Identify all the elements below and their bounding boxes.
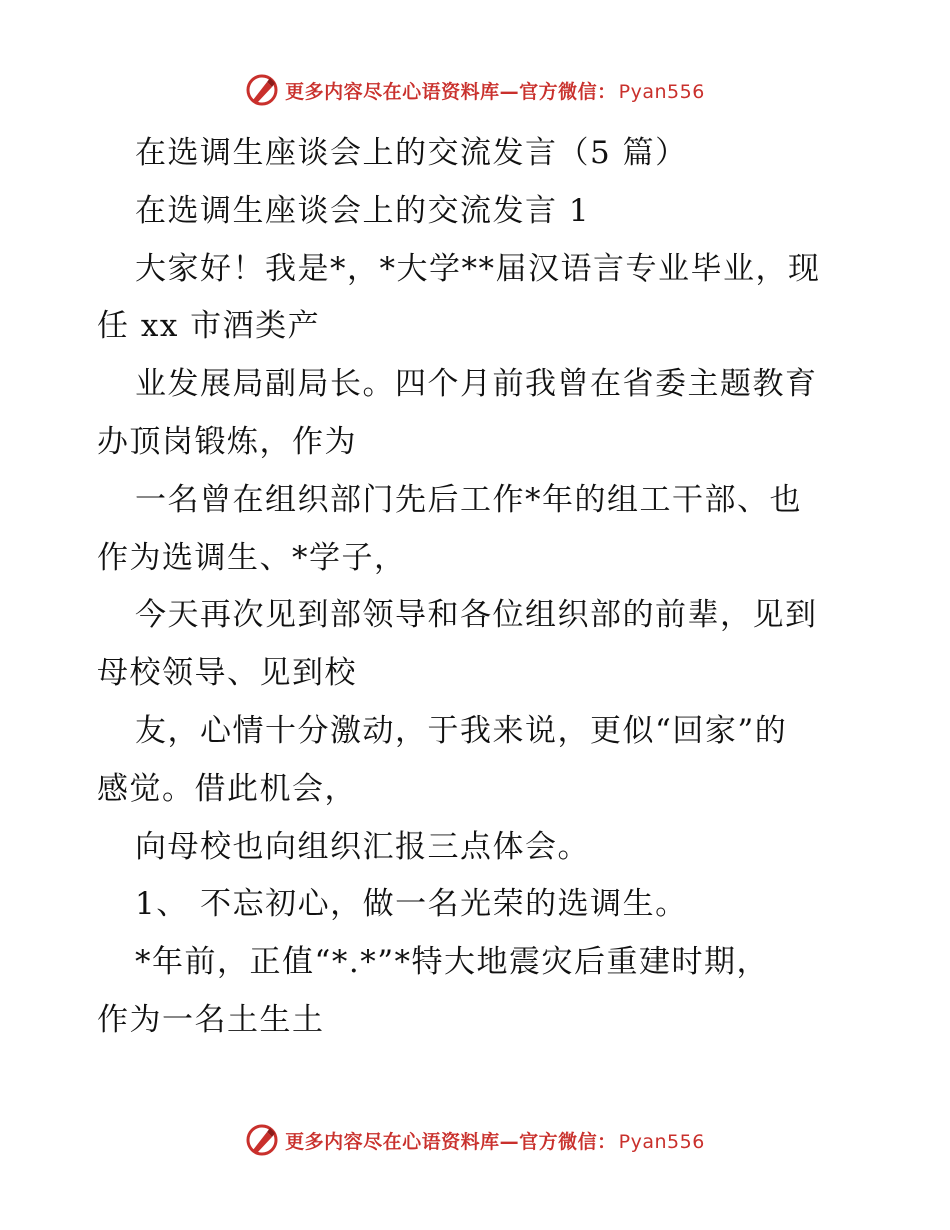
paragraph-line: 母校领导、见到校	[97, 655, 357, 692]
watermark-text: 更多内容尽在心语资料库—官方微信： Pyan556	[285, 1130, 705, 1153]
paragraph-line: 办顶岗锻炼，作为	[97, 423, 357, 460]
document-title: 在选调生座谈会上的交流发言（5 篇）	[135, 135, 688, 171]
watermark-text: 更多内容尽在心语资料库—官方微信： Pyan556	[285, 80, 705, 103]
paragraph-line: 今天再次见到部领导和各位组织部的前辈，见到	[135, 597, 818, 634]
paragraph-line: 业发展局副局长。四个月前我曾在省委主题教育	[135, 366, 818, 403]
paragraph-line: 一名曾在组织部门先后工作*年的组工干部、也	[135, 481, 802, 518]
paragraph-line: 作为一名土生土	[97, 1001, 325, 1038]
pen-logo-icon	[245, 73, 279, 107]
paragraph-line: 任 xx 市酒类产	[97, 308, 321, 345]
pen-logo-icon	[245, 1123, 279, 1157]
footer-watermark	[0, 1120, 950, 1160]
paragraph-line: 友，心情十分激动，于我来说，更似“回家”的	[135, 712, 788, 749]
paragraph-line: 作为选调生、*学子，	[97, 539, 407, 576]
section-heading: 在选调生座谈会上的交流发言 1	[135, 192, 591, 229]
document-body	[97, 125, 867, 1050]
paragraph-line: 大家好！我是*，*大学**届汉语言专业毕业，现	[135, 250, 821, 287]
paragraph-line: 向母校也向组织汇报三点体会。	[135, 828, 590, 865]
header-watermark	[0, 70, 950, 110]
paragraph-line: *年前，正值“*.*”*特大地震灾后重建时期，	[135, 944, 770, 981]
paragraph-line: 感觉。借此机会，	[97, 770, 357, 807]
numbered-heading: 1、 不忘初心，做一名光荣的选调生。	[135, 886, 688, 923]
